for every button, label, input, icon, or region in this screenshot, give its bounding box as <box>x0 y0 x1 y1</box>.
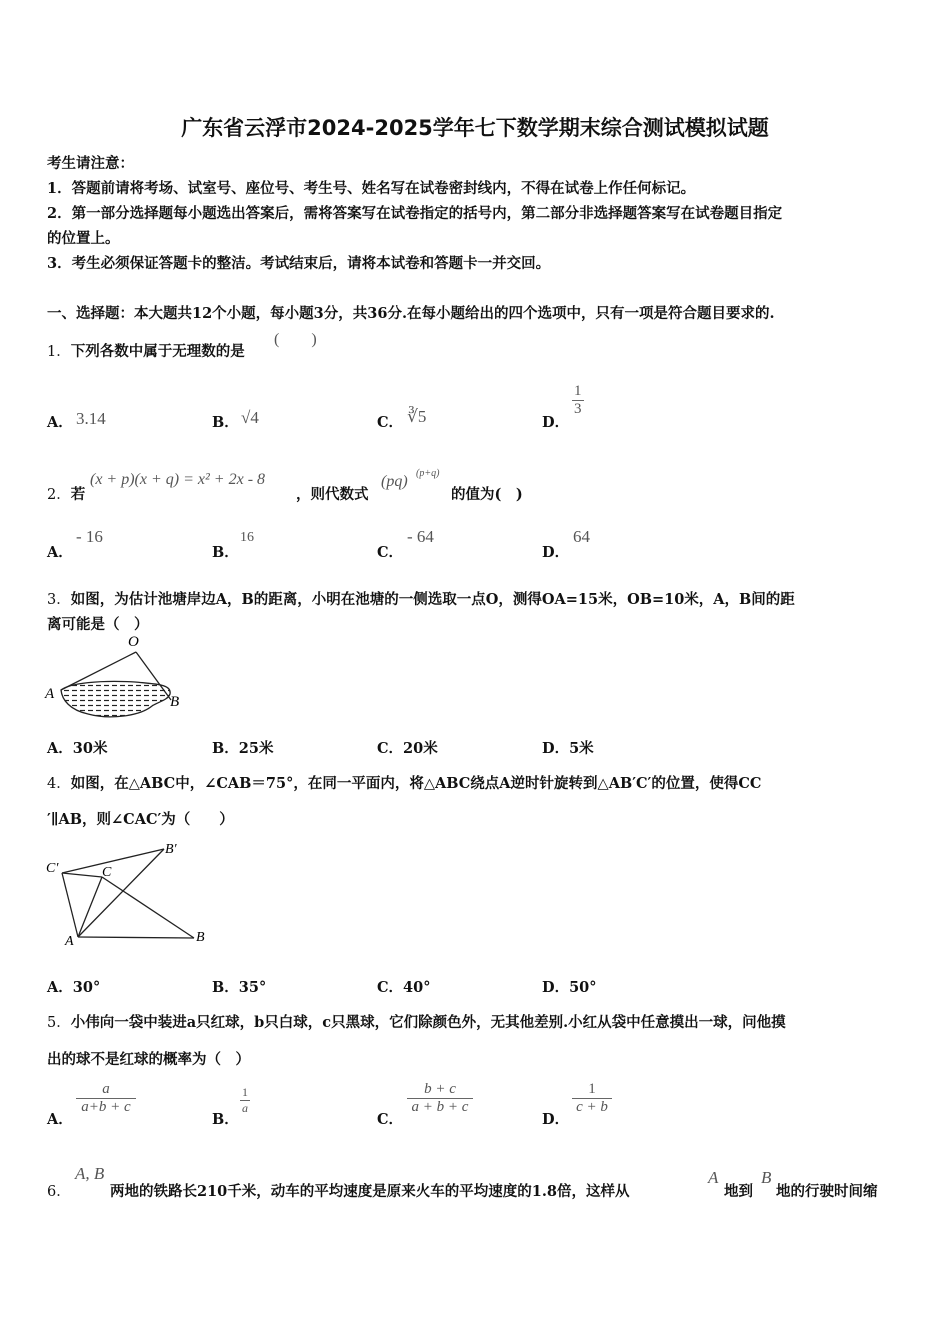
option-A: A．30米 <box>47 740 108 757</box>
option-A: A．30° <box>47 979 101 996</box>
question-2-number: 2．若 <box>47 486 86 503</box>
option-C: C．20米 <box>377 740 438 757</box>
option-D: D．5米 <box>542 740 594 757</box>
option-label: A． <box>47 544 73 561</box>
point-label-Bprime: B′ <box>165 842 177 857</box>
segment-CpBp <box>62 849 164 873</box>
option-label: D． <box>542 544 570 561</box>
question-stem: 下列各数中属于无理数的是 <box>70 343 245 360</box>
segment-CpC <box>62 873 102 877</box>
question-6-text: 两地的铁路长210千米，动车的平均速度是原来火车的平均速度的1.8倍，这样从 <box>110 1183 630 1200</box>
question-6-text2: 地到 <box>724 1183 753 1200</box>
option-C: C．40° <box>377 979 431 996</box>
question-6-number: 6． <box>47 1184 71 1200</box>
question-3-line1: 3．如图，为估计池塘岸边A，B的距离，小明在池塘的一侧选取一点O，测得OA=15米，OB=10米，A，B间的距 <box>47 591 795 608</box>
point-label-A: A <box>45 686 55 702</box>
segment-CA <box>78 877 102 937</box>
point-label-Cprime: C′ <box>46 861 59 876</box>
notice-heading: 考生请注意： <box>47 155 134 172</box>
question-1 <box>47 340 245 361</box>
segment-BpA <box>78 849 164 937</box>
question-5-line1: 5．小伟向一袋中装进a只红球，b只白球，c只黑球，它们除颜色外，无其他差别.小红从袋中任意摸出一球，问他摸 <box>47 1014 786 1031</box>
option-value: 16 <box>240 530 254 545</box>
notice-item-3: 3．考生必须保证答题卡的整洁。考试结束后，请将本试卷和答题卡一并交回。 <box>47 255 551 272</box>
option-label: D． <box>542 414 570 431</box>
option-label: B． <box>212 1111 239 1128</box>
option-B: B．25米 <box>212 740 274 757</box>
option-value: 3.14 <box>76 409 106 428</box>
question-2-text: ，则代数式 <box>296 486 369 503</box>
option-value: - 16 <box>76 527 103 546</box>
segment-CB <box>102 877 194 938</box>
option-fraction: $\frac{1}{a}$ <box>242 1085 248 1115</box>
option-label: B． <box>212 544 239 561</box>
point-label-B: B <box>170 694 180 710</box>
equation: (x + p)(x + q) = x² + 2x - 8 <box>90 471 266 488</box>
question-5-line2: 出的球不是红球的概率为（ ） <box>47 1051 250 1068</box>
option-label: C． <box>377 1111 404 1128</box>
point-label-C: C <box>102 865 112 880</box>
option-fraction: $\frac{1}{3}$ <box>574 383 582 417</box>
points-AB: A, B <box>75 1164 105 1183</box>
segment-AB <box>78 937 194 938</box>
option-label: D． <box>542 1111 570 1128</box>
option-label: C． <box>377 414 404 431</box>
question-4-line1: 4．如图，在△ABC中，∠CAB＝75°，在同一平面内，将△ABC绕点A逆时针旋转到△AB′C′的位置，使得CC <box>47 775 762 792</box>
rotation-figure <box>40 835 220 950</box>
option-value: ∛5 <box>407 407 427 426</box>
option-label: B． <box>212 414 239 431</box>
option-label: C． <box>377 544 404 561</box>
point-label-A: A <box>65 934 74 949</box>
option-label: A． <box>47 414 73 431</box>
question-6-text3: 地的行驶时间缩 <box>776 1183 878 1200</box>
option-value: √4 <box>241 408 259 427</box>
point-label-B: B <box>196 930 205 945</box>
page-title: 广东省云浮市2024-2025学年七下数学期末综合测试模拟试题 <box>181 116 769 140</box>
pond-shape <box>61 681 170 716</box>
point-B: B <box>761 1168 772 1187</box>
expression-exponent: (p+q) <box>416 468 440 479</box>
option-fraction: $\frac{1}{c + b}$ <box>572 1081 612 1116</box>
question-3-line2: 离可能是（ ） <box>47 616 149 633</box>
expression-base: (pq) <box>381 473 408 490</box>
pond-figure <box>40 628 200 724</box>
notice-item-2: 2．第一部分选择题每小题选出答案后，需将答案写在试卷指定的括号内，第二部分非选择题答案写在试卷题目指定 <box>47 205 783 222</box>
question-number: 1． <box>47 344 71 360</box>
answer-paren: ( ) <box>274 331 317 348</box>
point-label-O: O <box>128 634 139 650</box>
option-value: - 64 <box>407 527 434 546</box>
option-label: A． <box>47 1111 73 1128</box>
option-B: B．35° <box>212 979 267 996</box>
notice-item-2-cont: 的位置上。 <box>47 230 120 247</box>
notice-item-1: 1．答题前请将考场、试室号、座位号、考生号、姓名写在试卷密封线内，不得在试卷上作任何标记。 <box>47 180 696 197</box>
section-heading: 一、选择题：本大题共12个小题，每小题3分，共36分.在每小题给出的四个选项中，只有一项是符合题目要求的. <box>47 305 775 322</box>
option-fraction: $\frac{b + c}{a + b + c}$ <box>407 1081 473 1116</box>
option-fraction: $\frac{a}{a+b + c}$ <box>76 1081 136 1116</box>
option-value: 64 <box>573 527 590 546</box>
question-4-line2: ′∥AB，则∠CAC′为（ ） <box>47 811 234 828</box>
segment-CpA <box>62 873 78 937</box>
point-A: A <box>708 1168 719 1187</box>
option-D: D．50° <box>542 979 597 996</box>
question-2-tail: 的值为( ) <box>451 486 523 503</box>
